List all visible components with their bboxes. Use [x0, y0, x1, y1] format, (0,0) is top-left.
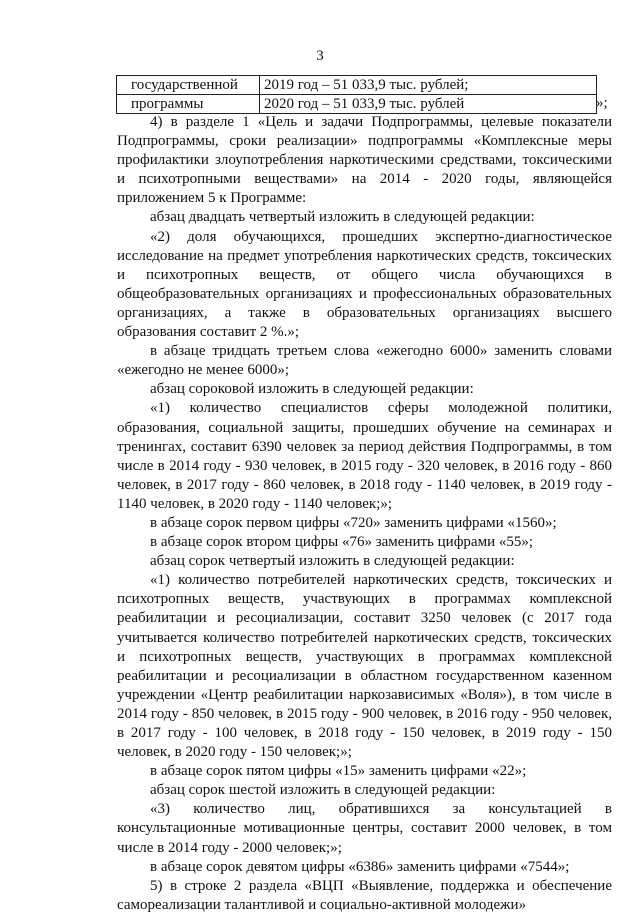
- paragraph: «2) доля обучающихся, прошедших экспертно-диагностическое исследование на предмет употребления наркотических средств, токсических и психотропных веществ, от общего числа обучающихся в общеобразовательных организациях и профессиональных образовательных организациях, а также в образовательных организациях высшего образования составит 2 %.»;: [117, 228, 612, 341]
- paragraph: «3) количество лиц, обратившихся за консультацией в консультационные мотивационные центры, составит 2000 человек, в том числе в 2014 году - 2000 человек;»;: [117, 801, 612, 856]
- page-number: 3: [316, 48, 324, 64]
- table-cell: 2019 год – 51 033,9 тыс. рублей;: [260, 76, 597, 95]
- paragraph: абзац сороковой изложить в следующей редакции:: [150, 381, 474, 398]
- paragraph: «1) количество специалистов сферы молодежной политики, образования, социальной защиты, прошедших обучение на семинарах и тренингах, составит 6390 человек за период действия Подпрограммы, в том числе в 2014 году - 930 человек, в 2015 году - 320 человек, в 2016 году - 860 человек, в 2017 году - 860 человек, в 2018 году - 1140 человек, в 2019 году - 1140 человек, в 2020 году - 1140 человек;»;: [117, 400, 612, 512]
- table-cell: государственной: [117, 76, 260, 95]
- paragraph: «1) количество потребителей наркотических средств, токсических и психотропных веществ, участвующих в программах комплексной реабилитации и ресоциализации, составит 3250 человек (с 2017 года учитывается количество потребителей наркотических средств, токсических и психотропных веществ, участвующих в программах комплексной реабилитации и ресоциализации в областном государственном казенном учреждении «Центр реабилитации наркозависимых «Воля»), в том числе в 2014 году - 850 человек, в 2015 году - 900 человек, в 2016 году - 950 человек, в 2017 году - 100 человек, в 2018 году - 150 человек, в 2019 году - 150 человек, в 2020 году - 150 человек;»;: [117, 572, 612, 761]
- paragraph: в абзаце тридцать третьем слова «ежегодно 6000» заменить словами «ежегодно не менее 6000»;: [117, 343, 612, 379]
- paragraph: абзац сорок четвертый изложить в следующей редакции:: [150, 553, 515, 570]
- table-closing-quote: »;: [596, 95, 608, 111]
- table-cell: 2020 год – 51 033,9 тыс. рублей: [260, 95, 597, 114]
- paragraph: в абзаце сорок пятом цифры «15» заменить цифрами «22»;: [150, 763, 527, 780]
- paragraph: 4) в разделе 1 «Цель и задачи Подпрограммы, целевые показатели Подпрограммы, сроки реализации» подпрограммы «Комплексные меры профилактики злоупотребления наркотическими средствами, токсическими и психотропными веществами» на 2014 - 2020 годы, являющейся приложением 5 к Программе:: [117, 114, 612, 207]
- table-row: [117, 95, 597, 114]
- paragraph: в абзаце сорок первом цифры «720» заменить цифрами «1560»;: [150, 514, 557, 531]
- paragraph: в абзаце сорок девятом цифры «6386» заменить цифрами «7544»;: [150, 858, 570, 875]
- document-body: [117, 113, 612, 915]
- table-cell: программы: [117, 95, 260, 114]
- table-row: [117, 76, 597, 95]
- program-funding-table: [116, 75, 597, 114]
- paragraph: 5) в строке 2 раздела «ВЦП «Выявление, поддержка и обеспечение самореализации талантливой и социально-активной молодежи»: [117, 877, 612, 913]
- paragraph: абзац сорок шестой изложить в следующей редакции:: [150, 782, 496, 799]
- paragraph: в абзаце сорок втором цифры «76» заменить цифрами «55»;: [150, 534, 534, 551]
- paragraph: абзац двадцать четвертый изложить в следующей редакции:: [150, 209, 535, 226]
